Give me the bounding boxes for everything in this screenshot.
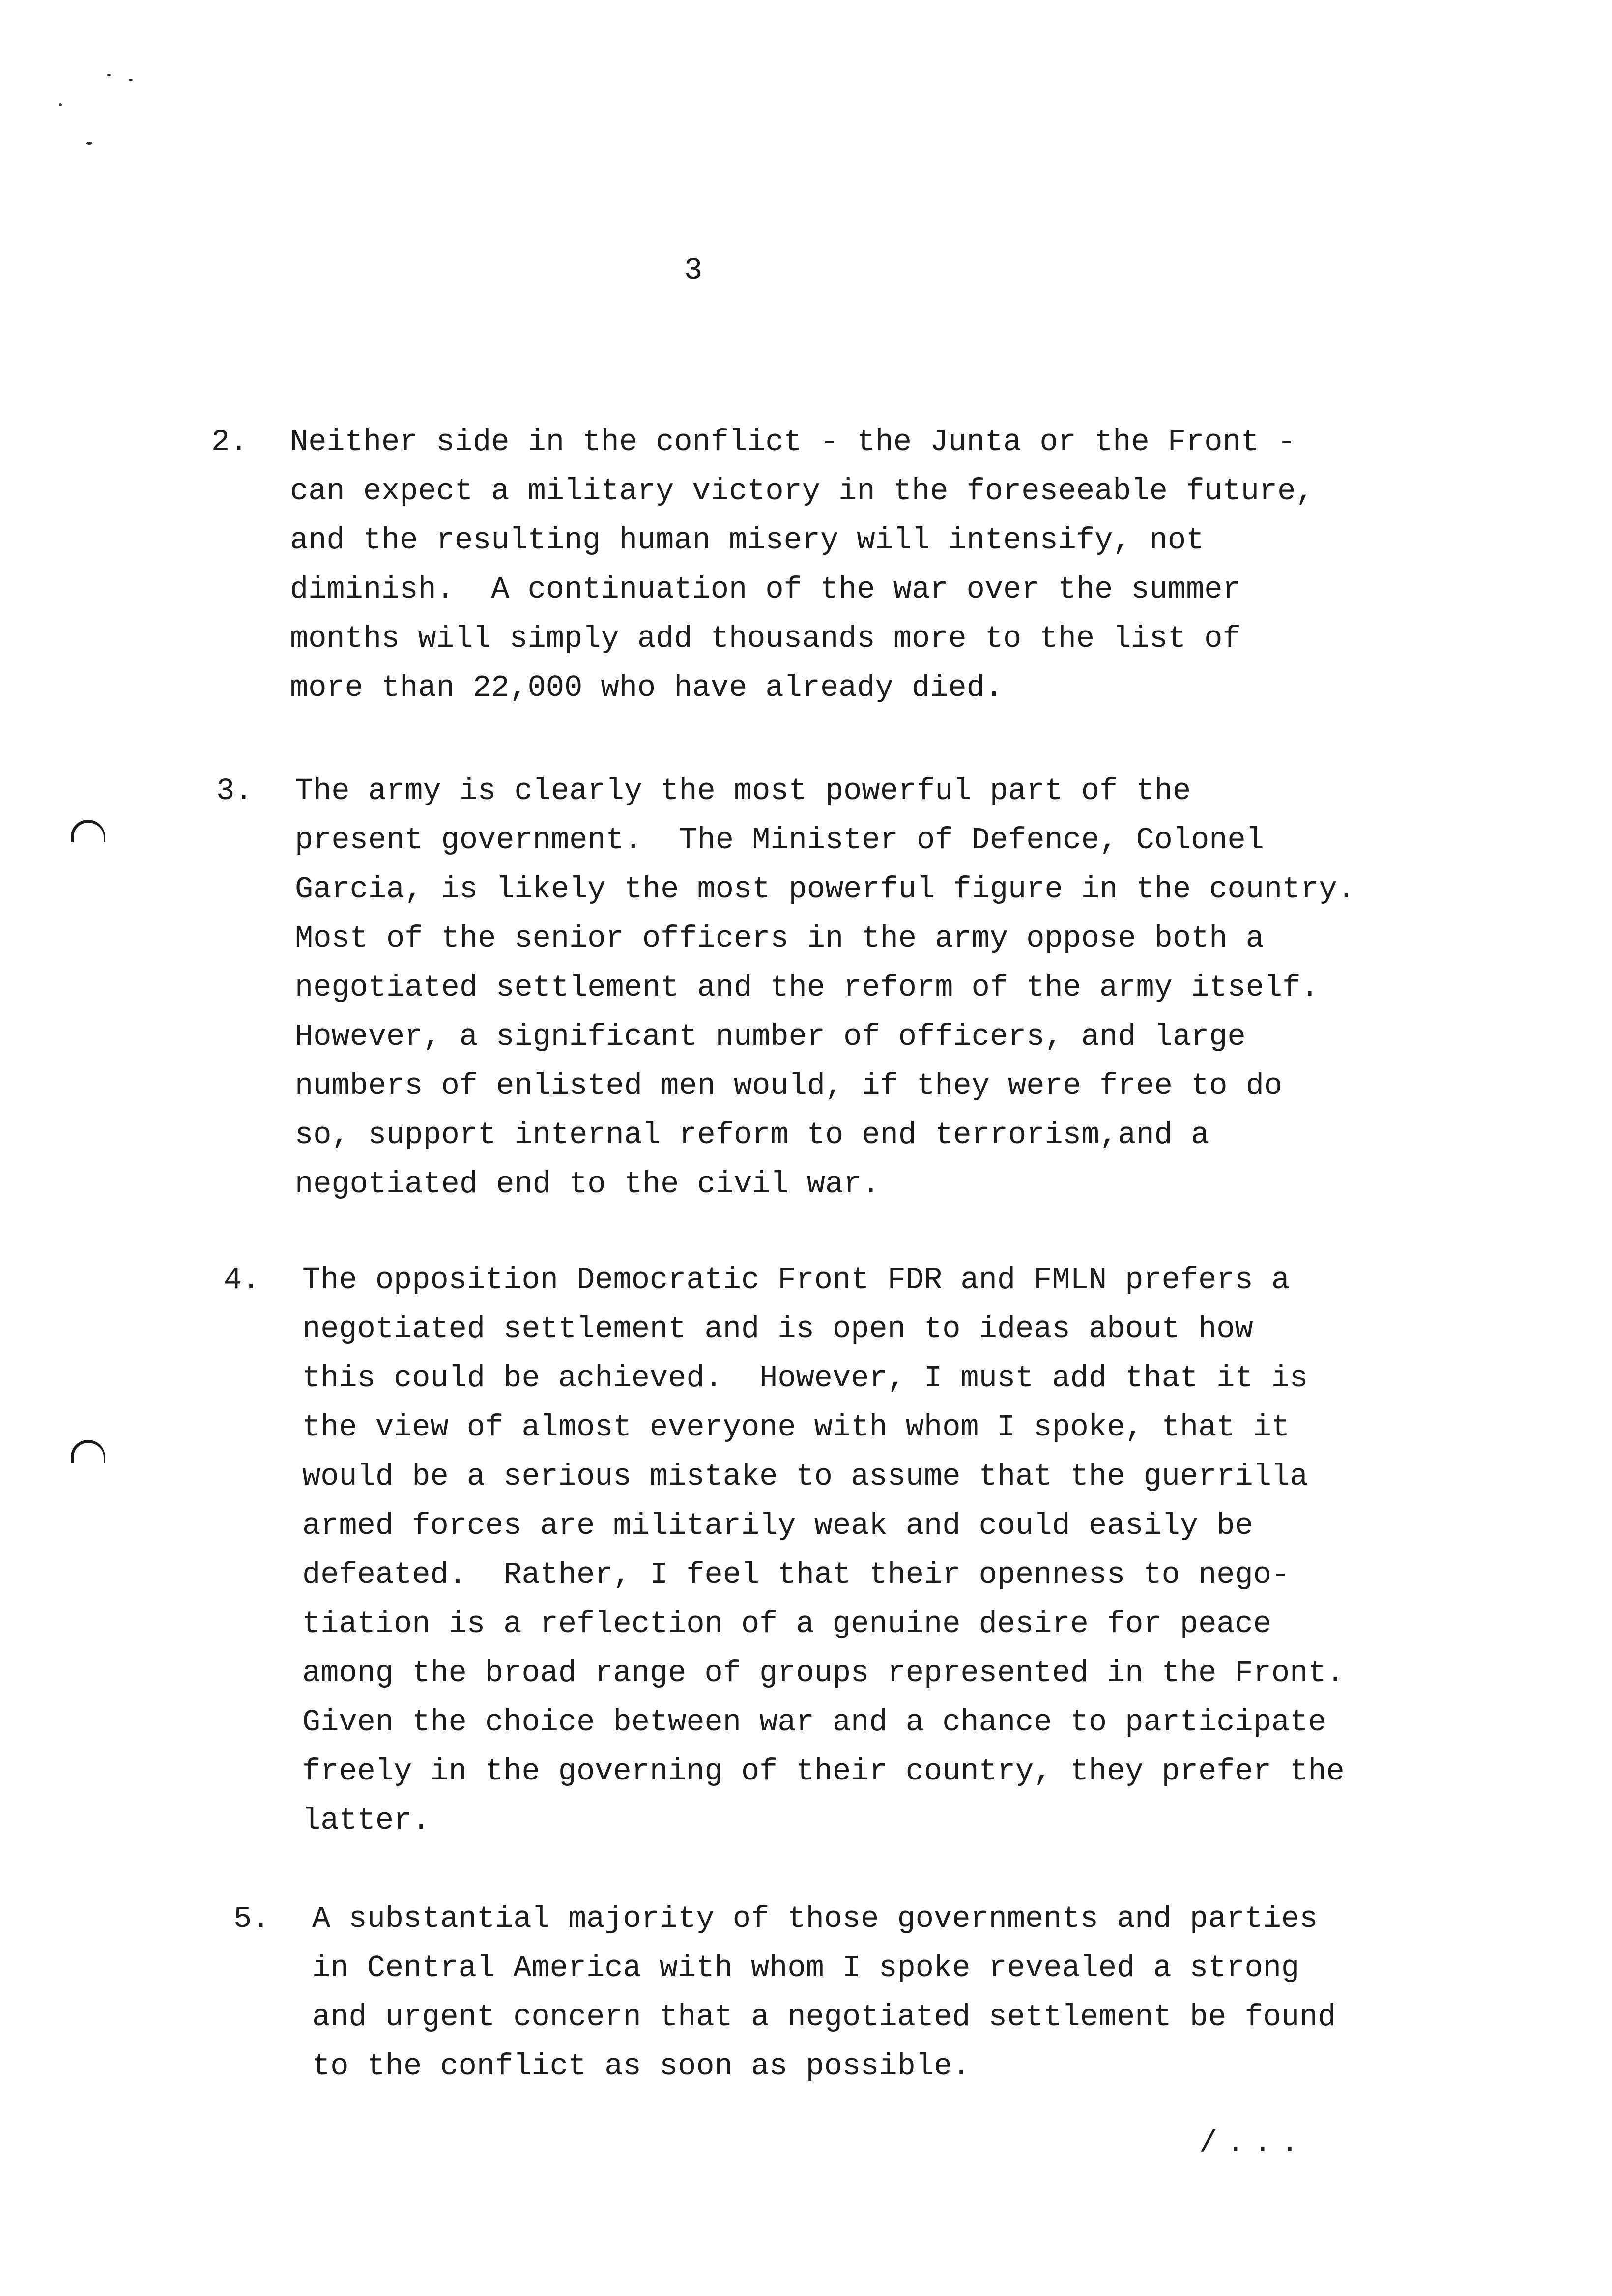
text-line: can expect a military victory in the foreseeable future, bbox=[290, 474, 1314, 509]
text-line: in Central America with whom I spoke revealed a strong bbox=[312, 1951, 1300, 1985]
paragraph-body bbox=[302, 1256, 1492, 1845]
text-line: negotiated end to the civil war. bbox=[295, 1167, 880, 1202]
scan-speck bbox=[86, 142, 92, 145]
text-line: Most of the senior officers in the army oppose both a bbox=[295, 921, 1264, 956]
text-line: to the conflict as soon as possible. bbox=[312, 2049, 971, 2084]
paragraph-number: 4. bbox=[224, 1263, 260, 1297]
paragraph-number: 5. bbox=[233, 1901, 270, 1936]
text-line: the view of almost everyone with whom I spoke, that it bbox=[302, 1410, 1290, 1445]
scan-speck bbox=[59, 103, 62, 106]
text-line: A substantial majority of those governments and parties bbox=[312, 1901, 1318, 1936]
text-line: defeated. Rather, I feel that their openness to nego- bbox=[302, 1557, 1290, 1592]
text-line: numbers of enlisted men would, if they were free to do bbox=[295, 1068, 1283, 1103]
scan-speck bbox=[107, 74, 111, 76]
page-number: 3 bbox=[684, 253, 703, 288]
scan-speck bbox=[129, 79, 133, 81]
text-line: would be a serious mistake to assume that the guerrilla bbox=[302, 1459, 1308, 1494]
text-line: latter. bbox=[302, 1803, 431, 1838]
text-line: armed forces are militarily weak and could easily be bbox=[302, 1508, 1253, 1543]
text-line: negotiated settlement and the reform of the army itself. bbox=[295, 970, 1319, 1005]
text-line: Neither side in the conflict - the Junta or the Front - bbox=[290, 425, 1296, 459]
binder-hole-mark bbox=[71, 820, 105, 842]
continuation-marker: /... bbox=[1199, 2125, 1308, 2160]
text-line: present government. The Minister of Defence, Colonel bbox=[295, 823, 1264, 858]
text-line: diminish. A continuation of the war over the summer bbox=[290, 572, 1241, 607]
text-line: Garcia, is likely the most powerful figure in the country. bbox=[295, 872, 1355, 907]
text-line: Given the choice between war and a chance to participate bbox=[302, 1705, 1326, 1740]
text-line: more than 22,000 who have already died. bbox=[290, 670, 1004, 705]
paragraph-body bbox=[312, 1894, 1501, 2091]
paragraph-body bbox=[295, 767, 1484, 1209]
paragraph-body bbox=[290, 418, 1479, 713]
binder-hole-mark bbox=[71, 1440, 105, 1463]
text-line: However, a significant number of officers, and large bbox=[295, 1019, 1246, 1054]
text-line: among the broad range of groups represented in the Front. bbox=[302, 1656, 1345, 1691]
text-line: and urgent concern that a negotiated settlement be found bbox=[312, 2000, 1336, 2035]
text-line: this could be achieved. However, I must add that it is bbox=[302, 1361, 1308, 1396]
text-line: The opposition Democratic Front FDR and FMLN prefers a bbox=[302, 1263, 1290, 1297]
text-line: negotiated settlement and is open to ideas about how bbox=[302, 1312, 1253, 1347]
text-line: freely in the governing of their country, they prefer the bbox=[302, 1754, 1345, 1789]
text-line: so, support internal reform to end terrorism,and a bbox=[295, 1118, 1209, 1152]
text-line: tiation is a reflection of a genuine desire for peace bbox=[302, 1607, 1271, 1641]
paragraph-number: 3. bbox=[216, 774, 253, 808]
text-line: months will simply add thousands more to the list of bbox=[290, 621, 1241, 656]
paragraph-number: 2. bbox=[211, 425, 248, 459]
text-line: The army is clearly the most powerful part of the bbox=[295, 774, 1191, 808]
text-line: and the resulting human misery will intensify, not bbox=[290, 523, 1205, 558]
